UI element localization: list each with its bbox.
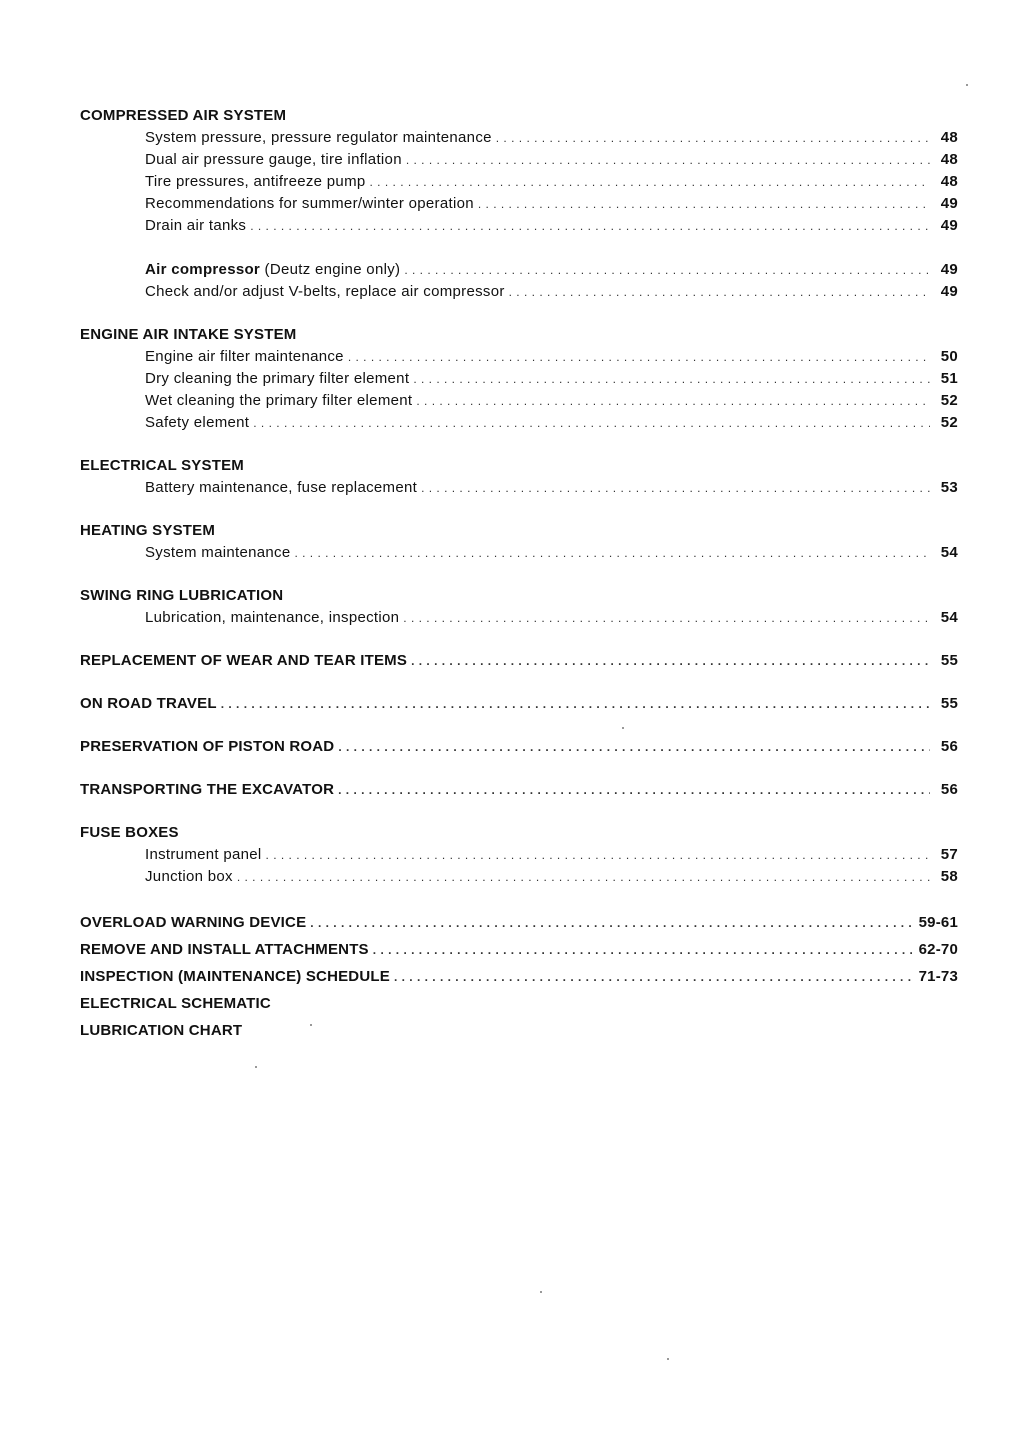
toc-heading-label: FUSE BOXES: [80, 824, 179, 841]
toc-page-number: 52: [940, 414, 958, 431]
toc-heading-electrical-system: [80, 455, 958, 477]
toc-page-number: 71-73: [918, 968, 958, 985]
toc-entry[interactable]: [80, 844, 958, 866]
dot-leader: [250, 215, 930, 237]
toc-heading-on-road-travel[interactable]: [80, 693, 958, 715]
toc-entry-label: Dual air pressure gauge, tire inflation: [145, 151, 402, 168]
dot-leader: [294, 542, 930, 564]
toc-heading-label: REPLACEMENT OF WEAR AND TEAR ITEMS: [80, 652, 408, 669]
toc-page-number: 62-70: [918, 941, 958, 958]
toc-page-number: 59-61: [918, 914, 958, 931]
dot-leader: [496, 127, 930, 149]
toc-page-number: 55: [940, 652, 958, 669]
toc-page-number: 57: [940, 846, 958, 863]
toc-heading-overload[interactable]: [80, 909, 958, 936]
toc-heading-label: OVERLOAD WARNING DEVICE: [80, 914, 307, 931]
dot-leader: [394, 964, 913, 991]
toc-heading-compressed-air: [80, 105, 958, 127]
toc-entry-label: Check and/or adjust V-belts, replace air compressor: [145, 283, 505, 300]
toc-page-number: 52: [940, 392, 958, 409]
toc-entry[interactable]: [80, 390, 958, 412]
toc-heading-engine-air-intake: [80, 324, 958, 346]
toc-heading-label: INSPECTION (MAINTENANCE) SCHEDULE: [80, 968, 390, 985]
dot-leader: [221, 693, 930, 715]
dot-leader: [348, 346, 930, 368]
toc-page-number: 51: [940, 370, 958, 387]
toc-heading-lubrication-chart[interactable]: [80, 1017, 958, 1044]
toc-entry[interactable]: [80, 127, 958, 149]
dot-leader: [338, 779, 930, 801]
toc-entry-label: Battery maintenance, fuse replacement: [145, 479, 418, 496]
toc-heading-electrical-schematic[interactable]: [80, 990, 958, 1017]
toc-subheading-note: (Deutz engine only): [260, 261, 401, 278]
dot-leader: [370, 171, 930, 193]
dot-leader: [373, 937, 913, 964]
toc-entry-label: Tire pressures, antifreeze pump: [145, 173, 366, 190]
toc-entry-label: Instrument panel: [145, 846, 262, 863]
toc-heading-replacement[interactable]: [80, 650, 958, 672]
toc-entry-label: Engine air filter maintenance: [145, 348, 344, 365]
toc-entry[interactable]: [80, 149, 958, 171]
toc-page-number: 54: [940, 544, 958, 561]
toc-heading-attachments[interactable]: [80, 936, 958, 963]
toc-page-number: 48: [940, 151, 958, 168]
toc-page-number: 55: [940, 695, 958, 712]
toc-heading-label: ELECTRICAL SCHEMATIC: [80, 995, 271, 1012]
toc-entry[interactable]: [80, 215, 958, 237]
dot-leader: [404, 259, 930, 281]
toc-page-number: 48: [940, 129, 958, 146]
dot-leader: [509, 281, 930, 303]
dot-leader: [413, 368, 930, 390]
toc-entry[interactable]: [80, 866, 958, 888]
toc-entry-label: System pressure, pressure regulator maintenance: [145, 129, 492, 146]
toc-page-number: 49: [940, 217, 958, 234]
toc-entry[interactable]: [80, 368, 958, 390]
dot-leader: [406, 149, 930, 171]
toc-heading-preservation[interactable]: [80, 736, 958, 758]
toc-heading-label: LUBRICATION CHART: [80, 1022, 243, 1039]
toc-heading-label: TRANSPORTING THE EXCAVATOR: [80, 781, 335, 798]
toc-entry[interactable]: [80, 171, 958, 193]
toc-entry-label: Safety element: [145, 414, 250, 431]
dot-leader: [403, 607, 930, 629]
toc-entry-label: Lubrication, maintenance, inspection: [145, 609, 400, 626]
dot-leader: [310, 910, 912, 937]
scan-speck: [540, 1291, 542, 1293]
toc-heading-label: ON ROAD TRAVEL: [80, 695, 217, 712]
table-of-contents: [80, 105, 958, 1044]
toc-page-number: 56: [940, 738, 958, 755]
toc-entry[interactable]: [80, 477, 958, 499]
toc-page-number: 49: [940, 195, 958, 212]
toc-entry-label: Junction box: [145, 868, 233, 885]
toc-entry-label: Dry cleaning the primary filter element: [145, 370, 410, 387]
toc-page-number: 54: [940, 609, 958, 626]
toc-heading-label: HEATING SYSTEM: [80, 522, 216, 539]
scan-speck: [310, 1024, 312, 1026]
toc-heading-label: PRESERVATION OF PISTON ROAD: [80, 738, 335, 755]
scan-speck: [667, 1358, 669, 1360]
toc-entry-label: Wet cleaning the primary filter element: [145, 392, 413, 409]
toc-heading-heating-system: [80, 520, 958, 542]
scan-speck: [966, 84, 968, 86]
toc-page-number: 49: [940, 261, 958, 278]
toc-entry[interactable]: [80, 412, 958, 434]
toc-page-number: 58: [940, 868, 958, 885]
toc-heading-label: COMPRESSED AIR SYSTEM: [80, 107, 287, 124]
toc-heading-label: SWING RING LUBRICATION: [80, 587, 284, 604]
toc-page-number: 49: [940, 283, 958, 300]
dot-leader: [338, 736, 930, 758]
toc-entry[interactable]: [80, 607, 958, 629]
toc-heading-inspection[interactable]: [80, 963, 958, 990]
toc-entry-label: [145, 259, 400, 281]
toc-entry-air-compressor[interactable]: [80, 259, 958, 281]
toc-entry[interactable]: [80, 346, 958, 368]
toc-entry[interactable]: [80, 281, 958, 303]
dot-leader: [421, 477, 930, 499]
toc-subheading-label: Air compressor: [145, 261, 261, 278]
toc-page-number: 48: [940, 173, 958, 190]
toc-entry-label: Drain air tanks: [145, 217, 247, 234]
toc-heading-label: REMOVE AND INSTALL ATTACHMENTS: [80, 941, 369, 958]
toc-entry-label: System maintenance: [145, 544, 291, 561]
toc-entry[interactable]: [80, 542, 958, 564]
toc-heading-label: ELECTRICAL SYSTEM: [80, 457, 244, 474]
dot-leader: [266, 844, 930, 866]
toc-heading-transporting[interactable]: [80, 779, 958, 801]
dot-leader: [253, 412, 930, 434]
dot-leader: [237, 866, 930, 888]
scan-speck: [255, 1066, 257, 1068]
toc-heading-fuse-boxes: [80, 822, 958, 844]
toc-page-number: 56: [940, 781, 958, 798]
dot-leader: [416, 390, 930, 412]
toc-page-number: 50: [940, 348, 958, 365]
dot-leader: [411, 650, 930, 672]
dot-leader: [478, 193, 930, 215]
toc-page-number: 53: [940, 479, 958, 496]
toc-entry-label: Recommendations for summer/winter operation: [145, 195, 474, 212]
toc-heading-swing-ring: [80, 585, 958, 607]
scan-speck: [622, 727, 624, 729]
toc-entry[interactable]: [80, 193, 958, 215]
toc-heading-label: ENGINE AIR INTAKE SYSTEM: [80, 326, 297, 343]
